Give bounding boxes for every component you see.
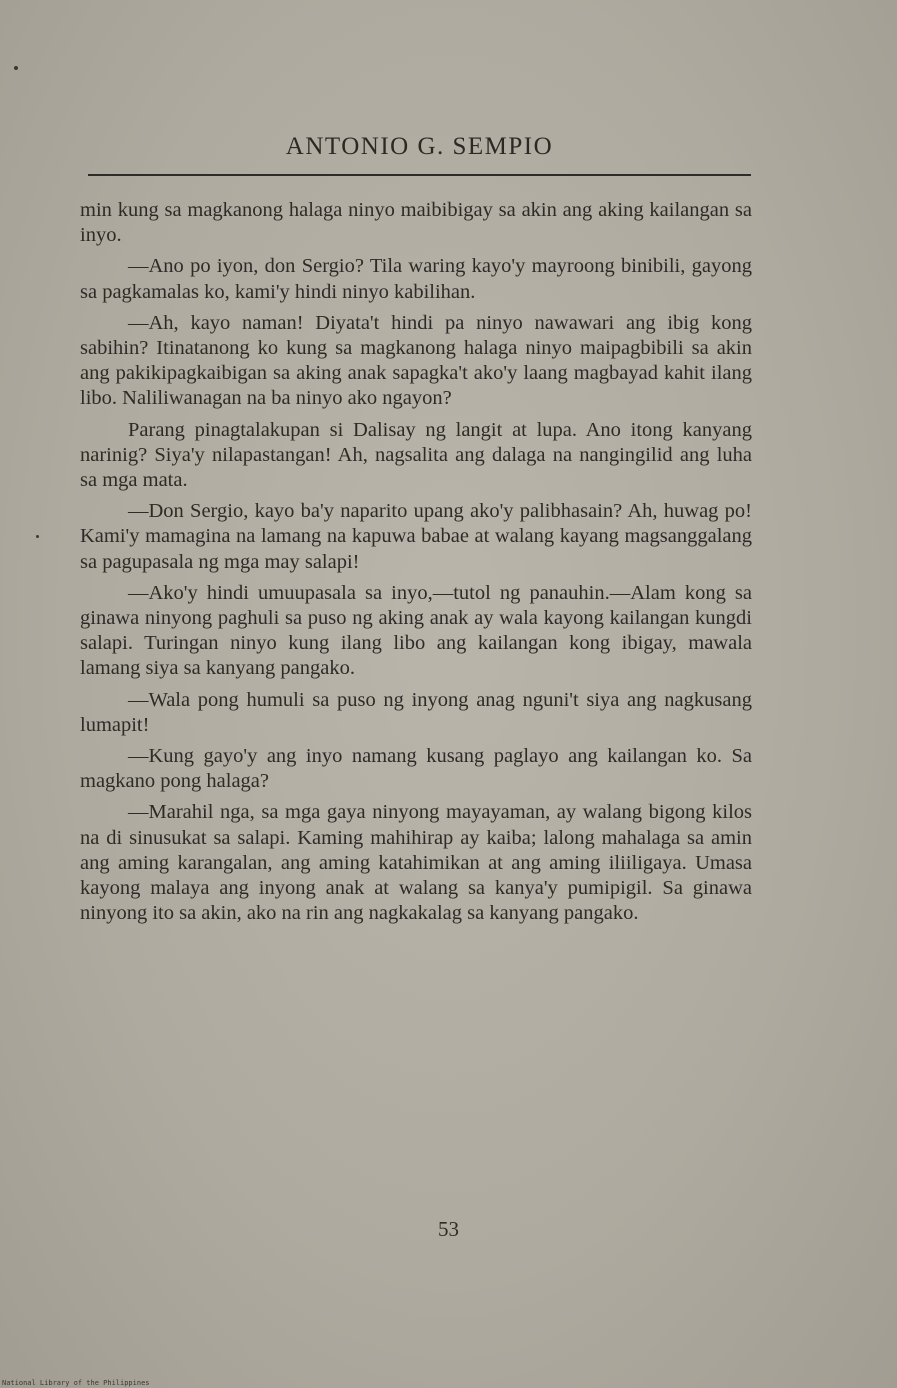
ink-speck [36, 535, 39, 538]
header-rule [88, 174, 751, 176]
paragraph: —Ako'y hindi umuupasala sa inyo,—tutol ng panauhin.—Alam kong sa ginawa ninyong paghuli sa puso ng aking anak ay wala kayong kailangan kungdi salapi. Turingan ninyo kung ilang libo ang kailangan kong ibigay, mawala lamang siya sa kanyang pangako. [80, 581, 752, 680]
paragraph: —Wala pong humuli sa puso ng inyong anag nguni't siya ang nagkusang lumapit! [80, 688, 752, 736]
page-number: 53 [438, 1217, 459, 1241]
paragraph: —Ah, kayo naman! Diyata't hindi pa ninyo nawawari ang ibig kong sabihin? Itinatanong ko kung sa magkanong halaga ninyo maipagbibili sa akin ang pakikipagkaibigan sa aking anak sapagka't ako'y laang magbayad kahit ilang libo. Naliliwanagan na ba ninyo ako ngayon? [80, 311, 752, 410]
library-watermark: National Library of the Philippines [2, 1379, 150, 1387]
paragraph: —Don Sergio, kayo ba'y naparito upang ako'y palibhasain? Ah, huwag po! Kami'y mamagina na lamang na kapuwa babae at walang kayang magsanggalang sa pagupasala ng mga may salapi! [80, 500, 752, 573]
page-body [80, 198, 752, 932]
paragraph: —Kung gayo'y ang inyo namang kusang paglayo ang kailangan ko. Sa magkano pong halaga? [80, 745, 752, 793]
paragraph: min kung sa magkanong halaga ninyo maibibigay sa akin ang aking kailangan sa inyo. [80, 199, 752, 247]
paragraph: —Ano po iyon, don Sergio? Tila waring kayo'y mayroong binibili, gayong sa pagkamalas ko, kami'y hindi ninyo kabilihan. [80, 255, 752, 303]
running-header: ANTONIO G. SEMPIO [285, 133, 554, 160]
paragraph: —Marahil nga, sa mga gaya ninyong mayayaman, ay walang bigong kilos na di sinusukat sa salapi. Kaming mahihirap ay kaiba; lalong mahalaga sa amin ang aming karangalan, ang aming katahimikan at ang aming iliiligaya. Umasa kayong malaya ang inyong anak at walang sa kanya'y pumipigil. Sa ginawa ninyong ito sa akin, ako na rin ang nagkakalag sa kanyang pangako. [80, 801, 752, 925]
paragraph: Parang pinagtalakupan si Dalisay ng langit at lupa. Ano itong kanyang narinig? Siya'y nilapastangan! Ah, nagsalita ang dalaga na nangingilid ang luha sa mga mata. [80, 418, 752, 492]
ink-speck [14, 66, 18, 70]
